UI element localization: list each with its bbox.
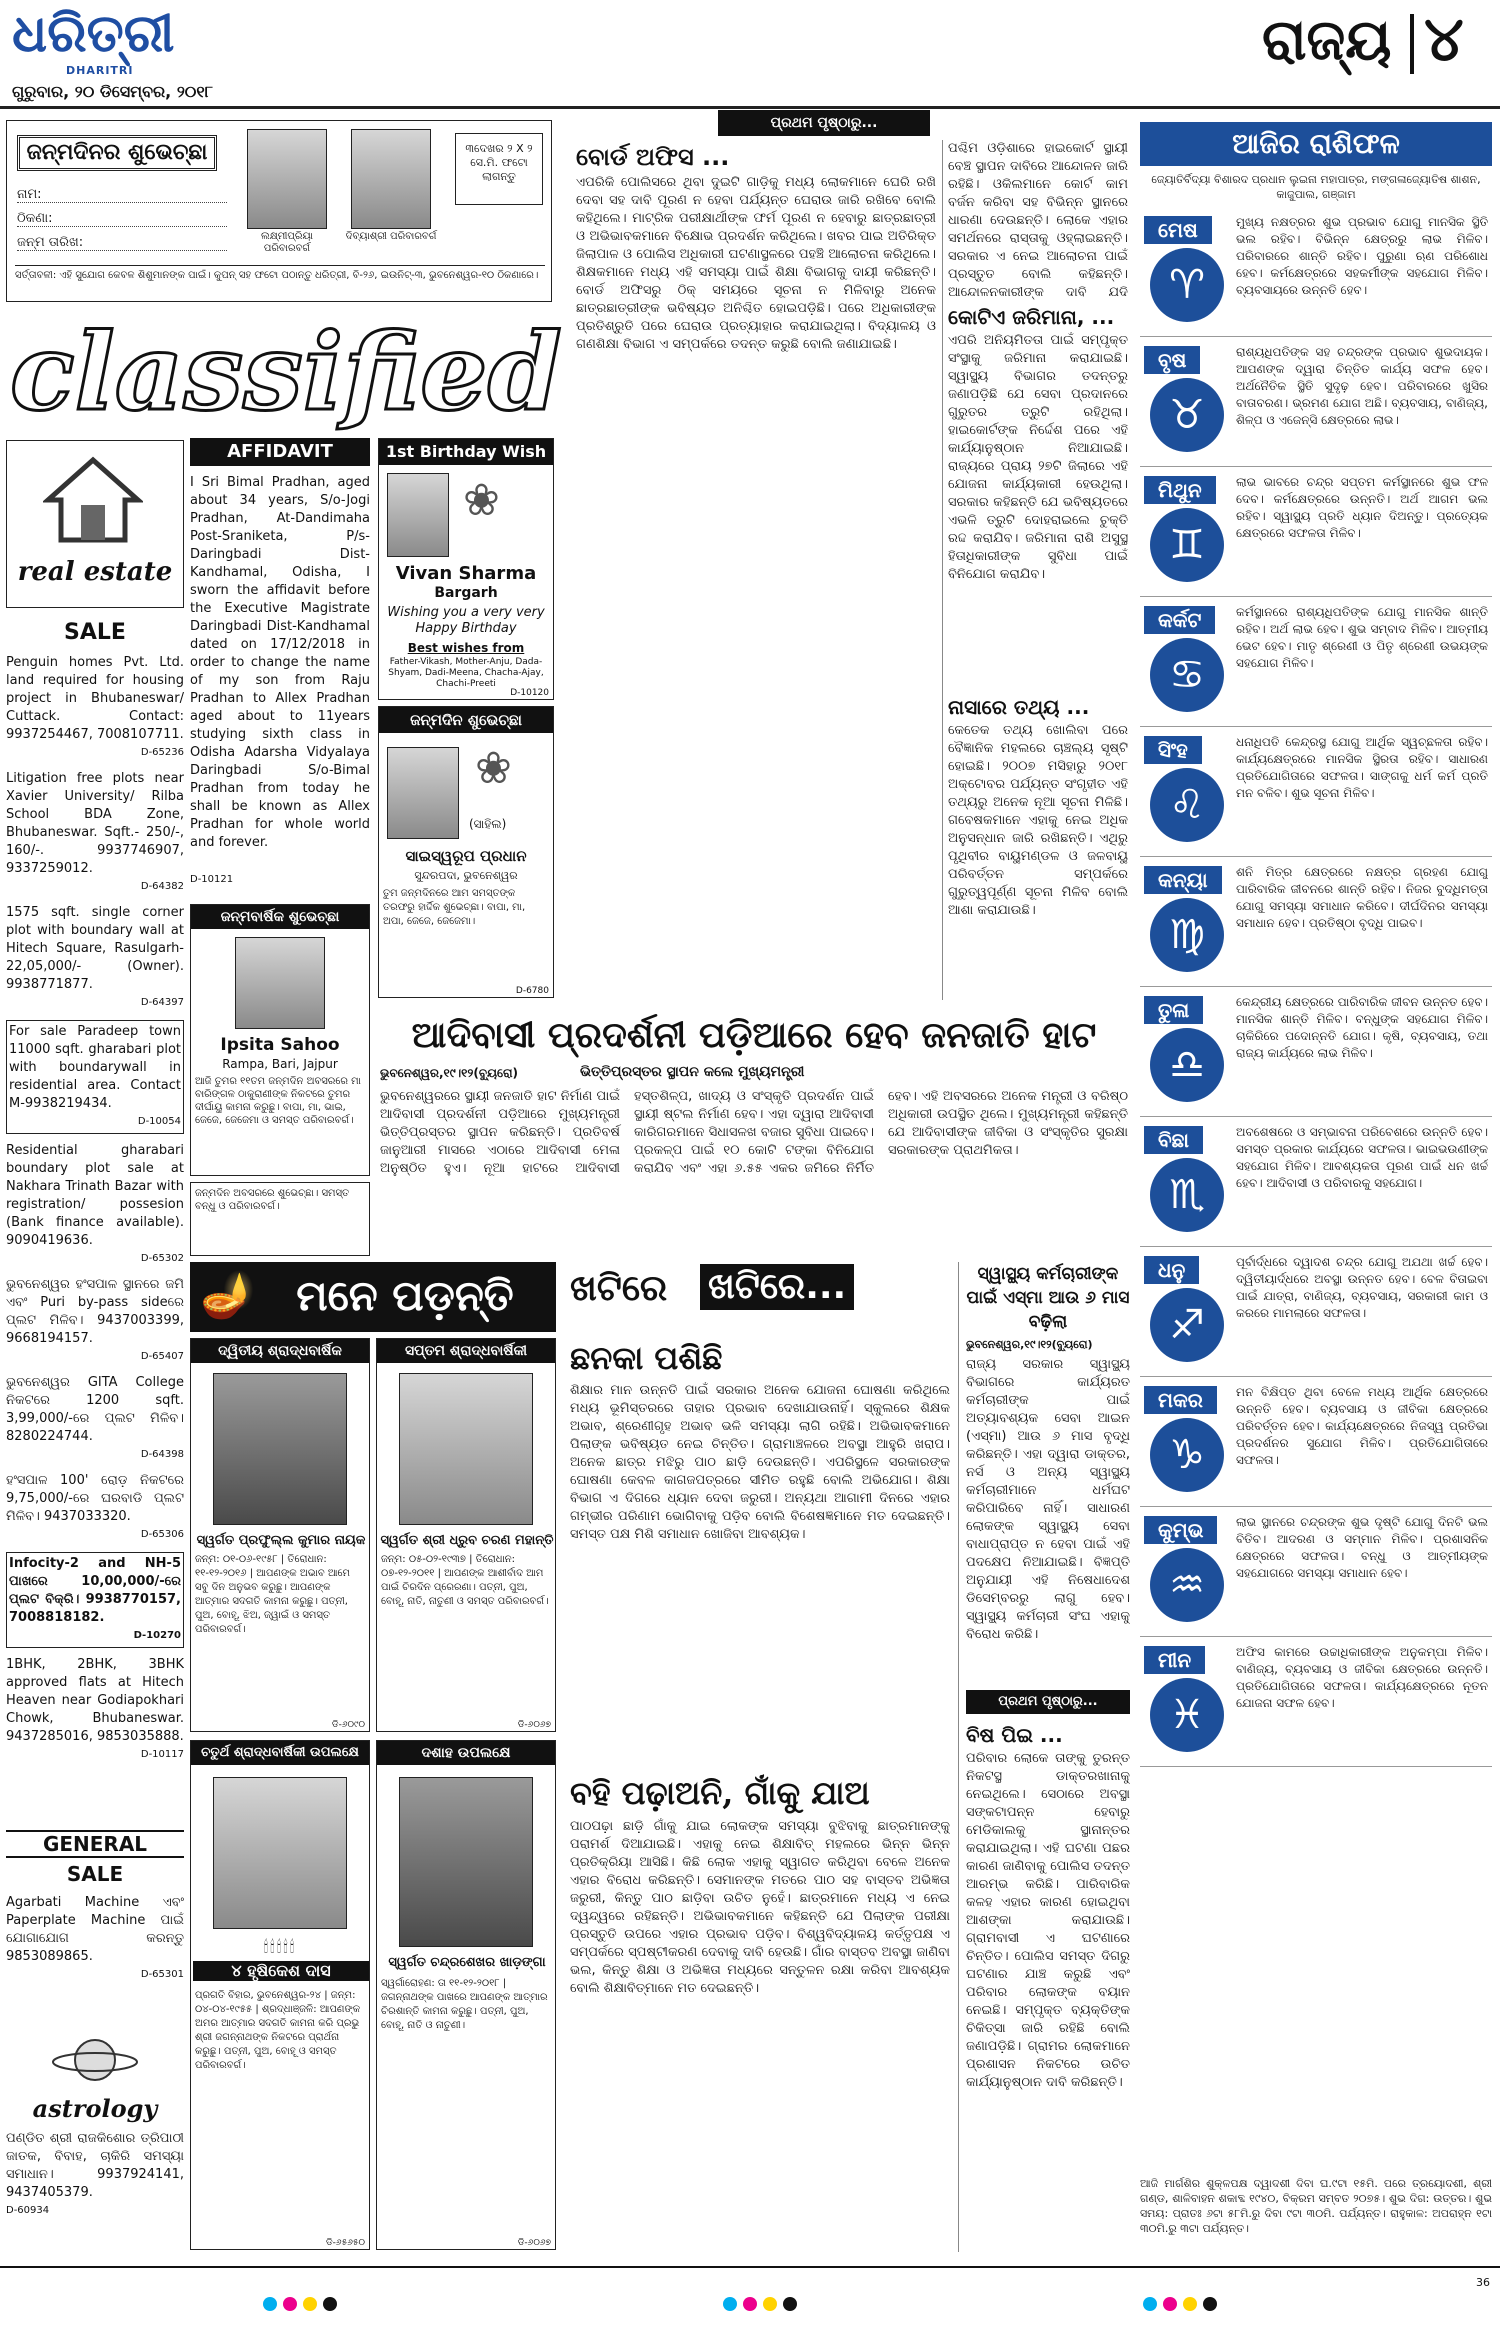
horoscope-sign-text: ଶନି ମିତ୍ର କ୍ଷେତ୍ରରେ ନକ୍ଷତ୍ର ଗ୍ରହଣ ଯୋଗୁ ପାରିବାରିକ ଜୀବନରେ ଶାନ୍ତି ରହିବ। ନିଜର ବୁଦ୍ଧିମତ୍ତା ଯୋଗୁ ସମସ୍ୟା ସମାଧାନ କରିବେ। ଦୀର୍ଘଦିନର ସମସ୍ୟା ସମାଧାନ ହେବ। ପ୍ରତିଷ୍ଠା ବୃଦ୍ଧି ପାଇବ। [1236, 865, 1488, 930]
horoscope-sign-text: ଧନାଧିପତି କେନ୍ଦ୍ରସ୍ଥ ଯୋଗୁ ଆର୍ଥିକ ସ୍ୱଚ୍ଛଳତା ରହିବ। କାର୍ଯ୍ୟକ୍ଷେତ୍ରରେ ମାନସିକ ସ୍ଥିରତା ରହିବ। ସାଧାରଣ ପ୍ରତିଯୋଗିତାରେ ସଫଳତା। ସାଙ୍ଗକୁ ଧର୍ମ କର୍ମ ପ୍ରତି ମନ ବଳିବ। ଶୁଭ ସୂଚନା ମିଳିବ। [1236, 735, 1488, 800]
virgo-icon: ♍ [1150, 898, 1224, 972]
classified-ad-code: D-65236 [140, 747, 184, 758]
khatire-banner [570, 1262, 950, 1324]
khatire-label: ଖଟିରେ [570, 1268, 668, 1309]
horoscope-entry [1140, 1250, 1492, 1377]
section-divider [1410, 14, 1414, 74]
masthead-rule [0, 106, 1500, 109]
form-field-address-label: ଠିକଣା: [17, 211, 53, 226]
color-registration-dot [1163, 2297, 1177, 2311]
horoscope-list [1140, 210, 1492, 1770]
story-nasa-title: ନାସାରେ ତଥ୍ୟ ... [948, 695, 1090, 719]
memorial-heading: ଦ୍ୱିତୀୟ ଶ୍ରାଦ୍ଧବାର୍ଷିକ [191, 1339, 369, 1363]
horoscope-entry [1140, 210, 1492, 337]
horoscope-entry [1140, 730, 1492, 857]
general-ad-text: Agarbati Machine ଏବଂ Paperplate Machine ପାଇଁ ଯୋଗାଯୋଗ କରନ୍ତୁ 9853089865. [6, 1895, 184, 1964]
memorial-photo [213, 1777, 347, 1929]
birthday-wish-code: D-6780 [515, 986, 549, 996]
memorial-card [376, 1338, 556, 1732]
memorial-heading: ଦଶାହ ଉପଲକ୍ଷେ [377, 1741, 555, 1765]
first-birthday-code: D-10120 [510, 688, 549, 698]
color-registration-dot [283, 2297, 297, 2311]
horoscope-entry [1140, 990, 1492, 1117]
memorial-name: ସ୍ୱର୍ଗତ ଚନ୍ଦ୍ରଶେଖର ଖାଡ଼ଙ୍ଗା [388, 1955, 546, 1970]
birthday-wish-nickname: (ସାହିଲ) [469, 817, 507, 831]
classified-ad-text: 1BHK, 2BHK, 3BHK approved flats at Hitech Heaven near Godiapokhari Chowk, Bhubaneswar. 9437285016, 9853035888. [6, 1657, 184, 1744]
birthday-wish-photo [387, 747, 459, 839]
masthead-logo: ଧରିତ୍ରୀ [12, 3, 175, 64]
horoscope-sign-name: ମୀନ [1144, 1646, 1205, 1674]
classified-ad-text: For sale Paradeep town 11000 sqft. gharabari plot with boundarywall in residential area. Contact M-9938219434. [9, 1024, 181, 1111]
horoscope-sign-name: ସିଂହ [1144, 736, 1202, 764]
affidavit-title: AFFIDAVIT [190, 438, 370, 466]
horoscope-sign-name: କର୍କଟ [1144, 606, 1215, 634]
memorial-text: ଜନ୍ମ: ୦୧-୦୬-୧୯୫୮ | ତିରୋଧାନ: ୧୧-୧୨-୨୦୧୬ | ଆପଣଙ୍କ ଅଭାବ ଆମେ ସବୁ ଦିନ ଅନୁଭବ କରୁଛୁ। ଆପଣଙ୍କ ଆତ୍ମାର ସଦଗତି କାମନା କରୁଛୁ। ପତ୍ନୀ, ପୁଅ, ବୋହୂ, ଝିଅ, ଜ୍ୱାଇଁ ଓ ସମସ୍ତ ପରିବାରବର୍ଗ। [195, 1554, 351, 1635]
classified-ad [6, 1020, 184, 1134]
classified-ad [6, 904, 184, 1012]
classified-ad [6, 1552, 184, 1648]
general-ad-code: D-65301 [140, 1969, 184, 1980]
classified-ad [6, 654, 184, 762]
masthead-logo-sub: DHARITRI [66, 64, 134, 77]
story-chhanka [570, 1334, 950, 1762]
front-page-label: ପ୍ରଥମ ପୃଷ୍ଠାରୁ... [718, 110, 930, 136]
story-bisha [966, 1720, 1130, 2250]
horoscope-entry [1140, 860, 1492, 987]
masthead [0, 0, 1500, 110]
scales-icon: ♎ [1150, 1028, 1224, 1102]
birthday-form [6, 120, 552, 302]
color-registration-dot [263, 2297, 277, 2311]
astrology-ad-text: ପଣ୍ଡିତ ଶ୍ରୀ ରାଜକିଶୋର ତ୍ରିପାଠୀ ଜାତକ, ବିବାହ, ଚାକିରି ସମସ୍ୟା ସମାଧାନ। 9937924141, 9437405379. [6, 2131, 184, 2200]
story-bahi-text: ପାଠପଢ଼ା ଛାଡ଼ି ଗାଁକୁ ଯାଇ ଲୋକଙ୍କ ସମସ୍ୟା ବୁଝିବାକୁ ଛାତ୍ରମାନଙ୍କୁ ପରାମର୍ଶ ଦିଆଯାଇଛି। ଏହାକୁ ନେଇ ଶିକ୍ଷାବିତ୍ ମହଲରେ ଭିନ୍ନ ଭିନ୍ନ ପ୍ରତିକ୍ରିୟା ଆସିଛି। କିଛି ଲୋକ ଏହାକୁ ସ୍ୱାଗତ କରିଥିବା ବେଳେ ଅନେକ ଏହାର ବିରୋଧ କରିଛନ୍ତି। ସେମାନଙ୍କ ମତରେ ପାଠ ସହ ବାସ୍ତବ ଅଭିଜ୍ଞତା ଜରୁରୀ, କିନ୍ତୁ ପାଠ ଛାଡ଼ିବା ଉଚିତ ନୁହେଁ। ଛାତ୍ରମାନେ ମଧ୍ୟ ଏ ନେଇ ଦ୍ୱନ୍ଦ୍ୱରେ ରହିଛନ୍ତି। ଅଭିଭାବକମାନେ କହିଛନ୍ତି ଯେ ପିଲାଙ୍କ ପରୀକ୍ଷା ପ୍ରସ୍ତୁତି ଉପରେ ଏହାର ପ୍ରଭାବ ପଡ଼ିବ। ବିଶ୍ୱବିଦ୍ୟାଳୟ କର୍ତ୍ତୃପକ୍ଷ ଏ ସମ୍ପର୍କରେ ସ୍ପଷ୍ଟୀକରଣ ଦେବାକୁ ଦାବି ହେଉଛି। ଗାଁର ବାସ୍ତବ ଅବସ୍ଥା ଜାଣିବା ଭଲ, କିନ୍ତୁ ଶିକ୍ଷା ଓ ଅଭିଜ୍ଞତା ମଧ୍ୟରେ ସନ୍ତୁଳନ ରକ୍ଷା କରିବା ଆବଶ୍ୟକ ବୋଲି ଶିକ୍ଷାବିତ୍ମାନେ ମତ ଦେଇଛନ୍ତି। [570, 1819, 950, 1996]
astrology-ad-code: D-60934 [6, 2205, 50, 2216]
classified-ad-text: Residential gharabari boundary plot sale at Nakhara Trinath Bazar with registration/ possesion (Bank finance available). 9090419636. [6, 1143, 184, 1248]
form-photo-size-box: ୩ଦେଖର ୨ X ୨ ସେ.ମି. ଫଟୋ ଲାଗନ୍ତୁ [455, 133, 543, 205]
classified-ad-code: D-10270 [133, 1630, 181, 1641]
memorial-card [190, 1338, 370, 1732]
horoscope-sign-text: ଅଫିସ କାମରେ ଉଚ୍ଚାଧିକାରୀଙ୍କ ଅନୁକମ୍ପା ମିଳିବ। ବାଣିଜ୍ୟ, ବ୍ୟବସାୟ ଓ ଜୀବିକା କ୍ଷେତ୍ରରେ ଉନ୍ନତି। ପ୍ରତିଯୋଗିତାରେ ସଫଳତା। କାର୍ଯ୍ୟକ୍ଷେତ୍ରରେ ନୂତନ ଯୋଜନା ସଫଳ ହେବ। [1236, 1645, 1488, 1710]
memorial-text: ଜନ୍ମ: ୦୫-୦୨-୧୯୩୭ | ତିରୋଧାନ: ୦୭-୧୨-୨୦୧୧ | ଆପଣଙ୍କ ଆଶୀର୍ବାଦ ଆମ ପାଇଁ ଚିରଦିନ ପ୍ରେରଣା। ପତ୍ନୀ, ପୁଅ, ବୋହୂ, ନାତି, ନାତୁଣୀ ଓ ସମସ୍ତ ପରିବାରବର୍ଗ। [381, 1554, 549, 1607]
flower-decoration-icon: ❀ [475, 743, 512, 794]
story-board-office-title: ବୋର୍ଡ ଅଫିସ ... [576, 143, 730, 171]
birthday-form-title: ଜନ୍ମଦିନର ଶୁଭେଚ୍ଛା [17, 135, 217, 171]
classified-ad [6, 1656, 184, 1764]
horoscope-entry [1140, 340, 1492, 467]
horoscope-entry [1140, 1120, 1492, 1247]
memorial-name: ସ୍ୱର୍ଗତ ପ୍ରଫୁଲ୍ଲ କୁମାର ନାୟକ [196, 1533, 366, 1548]
color-registration-dot [1203, 2297, 1217, 2311]
story-tribal-fair-text: ଭୁବନେଶ୍ୱରରେ ସ୍ଥାୟୀ ଜନଜାତି ହାଟ ନିର୍ମାଣ ପାଇଁ ଆଦିବାସୀ ପ୍ରଦର୍ଶନୀ ପଡ଼ିଆରେ ମୁଖ୍ୟମନ୍ତ୍ରୀ ଭିତ୍ତିପ୍ରସ୍ତର ସ୍ଥାପନ କରିଛନ୍ତି। ପ୍ରତିବର୍ଷ ଜାନୁଆରୀ ମାସରେ ଏଠାରେ ଆଦିବାସୀ ମେଳା ଅନୁଷ୍ଠିତ ହୁଏ। ନୂଆ ହାଟରେ ଆଦିବାସୀ ହସ୍ତଶିଳ୍ପ, ଖାଦ୍ୟ ଓ ସଂସ୍କୃତି ପ୍ରଦର୍ଶନ ପାଇଁ ସ୍ଥାୟୀ ଷ୍ଟଲ ନିର୍ମାଣ ହେବ। ଏହା ଦ୍ୱାରା ଆଦିବାସୀ କାରିଗରମାନେ ସିଧାସଳଖ ବଜାର ସୁବିଧା ପାଇବେ। ପ୍ରକଳ୍ପ ପାଇଁ ୧୦ କୋଟି ଟଙ୍କା ବିନିଯୋଗ କରାଯିବ ଏବଂ ଏହା ୬.୫୫ ଏକର ଜମିରେ ନିର୍ମିତ ହେବ। ଏହି ଅବସରରେ ଅନେକ ମନ୍ତ୍ରୀ ଓ ବରିଷ୍ଠ ଅଧିକାରୀ ଉପସ୍ଥିତ ଥିଲେ। ମୁଖ୍ୟମନ୍ତ୍ରୀ କହିଛନ୍ତି ଯେ ଆଦିବାସୀଙ୍କ ଜୀବିକା ଓ ସଂସ୍କୃତିର ସୁରକ୍ଷା ସରକାରଙ୍କ ପ୍ରାଥମିକତା। [380, 1089, 1128, 1176]
form-field-dob [17, 235, 227, 251]
horoscope-sign-name: ମିଥୁନ [1144, 476, 1216, 504]
birthday-wish [378, 706, 554, 998]
story-health-workers-dateline: ଭୁବନେଶ୍ୱର,୧୯।୧୨(ବ୍ୟୁରୋ) [966, 1338, 1093, 1351]
classified-ad-code: D-64382 [140, 881, 184, 892]
form-field-name [17, 187, 227, 203]
memorial-heading: ଚତୁର୍ଥ ଶ୍ରାଦ୍ଧବାର୍ଷିକୀ ଉପଲକ୍ଷେ [191, 1741, 369, 1765]
first-birthday-photo [387, 473, 449, 557]
color-registration-dot [323, 2297, 337, 2311]
memorial-card [376, 1740, 556, 2250]
horoscope-entry [1140, 1380, 1492, 1507]
first-birthday-wish-text: Wishing you a very very Happy Birthday [387, 605, 545, 636]
horoscope-entry [1140, 1640, 1492, 1767]
story-tribal-fair-kicker: ଭିତ୍ତିପ୍ରସ୍ତର ସ୍ଥାପନ କଲେ ମୁଖ୍ୟମନ୍ତ୍ରୀ [580, 1064, 805, 1080]
classified-ad [6, 1374, 184, 1464]
first-birthday-from: Father-Vikash, Mother-Anju, Dada-Shyam, Dadi-Meena, Chacha-Ajay, Chachi-Preeti [388, 657, 544, 689]
memorial-photo [213, 1373, 347, 1525]
story-health-workers-text: ରାଜ୍ୟ ସରକାର ସ୍ୱାସ୍ଥ୍ୟ ବିଭାଗରେ କାର୍ଯ୍ୟରତ କର୍ମଚାରୀଙ୍କ ପାଇଁ ଅତ୍ୟାବଶ୍ୟକ ସେବା ଆଇନ (ଏସ୍ମା) ଆଉ ୬ ମାସ ବୃଦ୍ଧି କରିଛନ୍ତି। ଏହା ଦ୍ୱାରା ଡାକ୍ତର, ନର୍ସ ଓ ଅନ୍ୟ ସ୍ୱାସ୍ଥ୍ୟ କର୍ମଚାରୀମାନେ ଧର୍ମଘଟ କରିପାରିବେ ନାହିଁ। ସାଧାରଣ ଲୋକଙ୍କ ସ୍ୱାସ୍ଥ୍ୟ ସେବା ବାଧାପ୍ରାପ୍ତ ନ ହେବା ପାଇଁ ଏହି ପଦକ୍ଷେପ ନିଆଯାଇଛି। ବିଜ୍ଞପ୍ତି ଅନୁଯାୟୀ ଏହି ନିଷେଧାଦେଶ ଡିସେମ୍ବରରୁ ଲାଗୁ ହେବ। ସ୍ୱାସ୍ଥ୍ୟ କର୍ମଚାରୀ ସଂଘ ଏହାକୁ ବିରୋଧ କରିଛି। [966, 1357, 1130, 1642]
horoscope-sign-text: ମନ ବିକ୍ଷିପ୍ତ ଥିବା ବେଳେ ମଧ୍ୟ ଆର୍ଥିକ କ୍ଷେତ୍ରରେ ଉନ୍ନତି ହେବ। ବ୍ୟବସାୟ ଓ ଜୀବିକା କ୍ଷେତ୍ରରେ ପରିବର୍ତ୍ତନ ହେବ। କାର୍ଯ୍ୟକ୍ଷେତ୍ରରେ ନିଜସ୍ୱ ପ୍ରତିଭା ପ୍ରଦର୍ଶନର ସୁଯୋଗ ମିଳିବ। ପ୍ରତିଯୋଗିତାରେ ସଫଳତା। [1236, 1385, 1488, 1467]
color-registration-dot [743, 2297, 757, 2311]
anniversary-photo [235, 937, 325, 1029]
horoscope-sign-text: କର୍ମସ୍ଥାନରେ ରାଶ୍ୟଧିପତିଙ୍କ ଯୋଗୁ ମାନସିକ ଶାନ୍ତି ରହିବ। ଅର୍ଥ ଲାଭ ହେବ। ଶୁଭ ସମ୍ବାଦ ମିଳିବ। ଆତ୍ମୀୟ ଭେଟ ହେବ। ମାତୃ ଶ୍ରେଣୀ ଓ ପିତୃ ଶ୍ରେଣୀ ଉଭୟଙ୍କ ସହଯୋଗ ମିଳିବ। [1236, 605, 1488, 670]
form-terms: ସର୍ତ୍ତାବଳୀ: ଏହି ସୁଯୋଗ କେବଳ ଶିଶୁମାନଙ୍କ ପାଇଁ। କୁପନ୍ ସହ ଫଟୋ ପଠାନ୍ତୁ ଧରିତ୍ରୀ, ବି-୨୬, ଇଉନିଟ୍-୩, ଭୁବନେଶ୍ୱର-୧୦ ଠିକଣାରେ। [15, 265, 545, 282]
twins-icon: ♊ [1150, 508, 1224, 582]
classified-ad [6, 1472, 184, 1544]
memorial-text: ପ୍ରଗତି ବିହାର, ଭୁବନେଶ୍ୱର-୨୪ | ଜନ୍ମ: ୦୪-୦୪-୧୯୫୫ | ଶ୍ରଦ୍ଧାଞ୍ଜଳି: ଆପଣଙ୍କ ଅମର ଆତ୍ମାର ସଦଗତି କାମନା କରି ପ୍ରଭୁ ଶ୍ରୀ ଜଗନ୍ନାଥଙ୍କ ନିକଟରେ ପ୍ରାର୍ଥନା କରୁଛୁ। ପତ୍ନୀ, ପୁଅ, ବୋହୂ ଓ ସମସ୍ତ ପରିବାରବର୍ଗ। [195, 1990, 361, 2071]
story-board-office-text: ଏପରିକି ପୋଲିସରେ ଥିବା ଦୁଇଟି ଗାଡ଼ିକୁ ମଧ୍ୟ ଲୋକମାନେ ଘେରି ରଖି ଦେବା ସହ ଦାବି ପୂରଣ ନ ହେବା ପର୍ଯ୍ୟନ୍ତ ଘେରାଉ ଜାରି ରଖିବେ ବୋଲି କହିଥିଲେ। ମାଟ୍ରିକ ପରୀକ୍ଷାର୍ଥୀଙ୍କ ଫର୍ମ ପୂରଣ ନ ହେବାରୁ ଛାତ୍ରଛାତ୍ରୀ ଓ ଅଭିଭାବକମାନେ ବିକ୍ଷୋଭ ପ୍ରଦର୍ଶନ କରିଥିଲେ। ଖବର ପାଇ ଅତିରିକ୍ତ ଜିଲାପାଳ ଓ ପୋଲିସ ଅଧିକାରୀ ଘଟଣାସ୍ଥଳରେ ପହଞ୍ଚି ଆଲୋଚନା କରିଥିଲେ। ଶିକ୍ଷକମାନେ ମଧ୍ୟ ଏହି ସମସ୍ୟା ପାଇଁ ଶିକ୍ଷା ବିଭାଗକୁ ଦାୟୀ କରିଛନ୍ତି। ବୋର୍ଡ ଅଫିସରୁ ଠିକ୍ ସମୟରେ ସୂଚନା ନ ମିଳିବାରୁ ଅନେକ ଛାତ୍ରଛାତ୍ରୀଙ୍କ ଭବିଷ୍ୟତ ଅନିଶ୍ଚିତ ହୋଇପଡ଼ିଛି। ପରେ ଅଧିକାରୀଙ୍କ ପ୍ରତିଶ୍ରୁତି ପରେ ଘେରାଉ ପ୍ରତ୍ୟାହାର କରାଯାଇଥିଲା। ବିଦ୍ୟାଳୟ ଓ ଗଣଶିକ୍ଷା ବିଭାଗ ଏ ସମ୍ପର୍କରେ ତଦନ୍ତ କରୁଛି ବୋଲି ଜଣାଯାଇଛି। [576, 175, 936, 352]
planet-icon [50, 2030, 140, 2090]
classified-ad-code: D-64397 [140, 997, 184, 1008]
birthday-wish-place: ସୁନ୍ଦରପଦା, ଭୁବନେଶ୍ୱର [414, 869, 518, 882]
anniversary-title: ଜନ୍ମବାର୍ଷିକ ଶୁଭେଚ୍ଛା [191, 905, 369, 929]
column-rule [958, 1262, 959, 2252]
affidavit [190, 438, 370, 896]
classified-ad [6, 1142, 184, 1268]
masthead-date: ଗୁରୁବାର, ୨୦ ଡିସେମ୍ବର, ୨୦୧୮ [12, 82, 214, 101]
color-registration-dot [1183, 2297, 1197, 2311]
color-registration-marks-2 [720, 2296, 800, 2315]
classified-ad-text: ଭୁବନେଶ୍ୱର GITA College ନିକଟରେ 1200 sqft. 3,99,000/-ରେ ପ୍ଲଟ ମିଳିବ। 8280224744. [6, 1375, 184, 1444]
memorial-heading: ସପ୍ତମ ଶ୍ରାଦ୍ଧବାର୍ଷିକୀ [377, 1339, 555, 1363]
story-tribal-fair [380, 1008, 1128, 1256]
flower-decoration-icon: ❀ [463, 475, 500, 526]
house-icon [43, 455, 143, 545]
lion-icon: ♌ [1150, 768, 1224, 842]
horoscope-sign-name: ବିଛା [1144, 1126, 1203, 1154]
story-bahi [570, 1768, 950, 2252]
classified-title: classified [10, 309, 562, 434]
story-nasa-text: କେତେକ ତଥ୍ୟ ଖୋଲିବା ପରେ ବୈଜ୍ଞାନିକ ମହଲରେ ଚାଞ୍ଚଲ୍ୟ ସୃଷ୍ଟି ହୋଇଛି। ୨୦୦୭ ମସିହାରୁ ୨୦୧୮ ଅକ୍ଟୋବର ପର୍ଯ୍ୟନ୍ତ ସଂଗୃହୀତ ଏହି ତଥ୍ୟରୁ ଅନେକ ନୂଆ ସୂଚନା ମିଳିଛି। ଗବେଷକମାନେ ଏହାକୁ ନେଇ ଅଧିକ ଅନୁସନ୍ଧାନ ଜାରି ରଖିଛନ୍ତି। ଏଥିରୁ ପୃଥିବୀର ବାୟୁମଣ୍ଡଳ ଓ ଜଳବାୟୁ ପରିବର୍ତ୍ତନ ସମ୍ପର୍କରେ ଗୁରୁତ୍ୱପୂର୍ଣ୍ଣ ସୂଚନା ମିଳିବ ବୋଲି ଆଶା କରାଯାଉଛି। [948, 723, 1128, 918]
astrology-label: astrology [32, 2094, 158, 2123]
horoscope-sign-name: ତୁଳା [1144, 996, 1203, 1024]
horoscope-sign-name: ମକର [1144, 1386, 1217, 1414]
anniversary-small-ad [190, 1182, 370, 1256]
form-sample-photo-2 [351, 129, 431, 229]
general-sale-heading: SALE [66, 1862, 124, 1886]
footer-bar [0, 2266, 1500, 2334]
memorial-code: ଡି-୬୦୯୦ [331, 1720, 365, 1730]
horoscope-sign-name: ମେଷ [1144, 216, 1212, 244]
form-sample-photo-1 [247, 129, 327, 229]
fish-icon: ♓ [1150, 1678, 1224, 1752]
first-birthday-title: 1st Birthday Wish [379, 439, 553, 465]
horoscope-byline: ଜ୍ୟୋତିର୍ବିଦ୍ୟା ବିଶାରଦ ପ୍ରଧାନ ଲୁଇନା ମହାପାତ୍ର, ମଙ୍ଗଳାଜ୍ୟୋତିଷ ଶାଶନ, କାଜୁପାଲ, ଗଞ୍ଜାମ [1151, 173, 1481, 201]
memorial-photo [399, 1373, 533, 1525]
birthday-wish-text: ତୁମ ଜନ୍ମଦିନରେ ଆମ ସମସ୍ତଙ୍କ ତରଫରୁ ହାର୍ଦ୍ଦିକ ଶୁଭେଚ୍ଛା। ବାପା, ମା, ଅପା, ଜେଜେ, ଜେଜେମା। [383, 888, 526, 927]
horoscope-entry [1140, 600, 1492, 727]
anniversary-name: Ipsita Sahoo [220, 1035, 340, 1055]
anniversary-text: ଆଜି ତୁମର ୧୧ତମ ଜନ୍ମଦିନ ଅବସରରେ ମା ବାରିଙ୍ଗଳ ଠାକୁରାଣୀଙ୍କ ନିକଟରେ ତୁମର ଦୀର୍ଘାୟୁ କାମନା କରୁଛୁ। ବାପା, ମା, ଭାଇ, ଜେଜେ, ଜେଜେମା ଓ ସମସ୍ତ ପରିବାରବର୍ଗ। [195, 1076, 361, 1126]
color-registration-marks-3 [1140, 2296, 1220, 2315]
story-health-workers [966, 1262, 1130, 1682]
memorial-photo [399, 1777, 533, 1947]
color-registration-marks [260, 2296, 340, 2315]
affidavit-code: D-10121 [190, 874, 234, 885]
classified-ad-text: Litigation free plots near Xavier University/ Rilba School BDA Zone, Bhubaneswar. Sqft.- 250/-, 160/-. 9937746907, 9337259012. [6, 771, 184, 876]
bull-icon: ♉ [1150, 378, 1224, 452]
form-field-address [17, 211, 227, 227]
classified-ad-text: ହଂସପାଳ 100' ରୋଡ଼ ନିକଟରେ 9,75,000/-ରେ ଘରବାଡି ପ୍ଲଟ ମିଳିବ। 9437033320. [6, 1473, 184, 1524]
lamp-icon: 🪔 [200, 1270, 255, 1321]
page-number: ୪ [1424, 2, 1464, 75]
horoscope-title: ଆଜିର ରାଶିଫଳ [1232, 127, 1400, 160]
column-rule [942, 140, 943, 1000]
memorial-name: ୪ ହୃଷିକେଶ ଦାସ [193, 1961, 369, 1981]
horoscope-sign-text: କେନ୍ଦ୍ରୀୟ କ୍ଷେତ୍ରରେ ପାରିବାରିକ ଜୀବନ ଉନ୍ନତ ହେବ। ମାନସିକ ଶାନ୍ତି ମିଳିବ। ବନ୍ଧୁଙ୍କ ସହଯୋଗ ମିଳିବ। ଚାକିରିରେ ପଦୋନ୍ନତି ଯୋଗ। କୃଷି, ବ୍ୟବସାୟ, ତଥା ରାଜ୍ୟ କାର୍ଯ୍ୟରେ ଲାଭ ମିଳିବ। [1236, 995, 1488, 1060]
horoscope-sign-text: ଲାଭ ଭାବରେ ଚନ୍ଦ୍ର ସପ୍ତମ କର୍ମସ୍ଥାନରେ ଶୁଭ ଫଳ ଦେବ। କର୍ମକ୍ଷେତ୍ରରେ ଉନ୍ନତି। ଅର୍ଥ ଆଗମ ଭଲ ରହିବ। ସ୍ୱାସ୍ଥ୍ୟ ପ୍ରତି ଧ୍ୟାନ ଦିଅନ୍ତୁ। ପ୍ରତ୍ୟେକ କ୍ଷେତ୍ରରେ ସଫଳତା ମିଳିବ। [1236, 475, 1488, 540]
story-bisha-title: ବିଷ ପିଇ ... [966, 1723, 1063, 1747]
astrology-ad [6, 2130, 184, 2260]
candle-row-icon: 🕯🕯🕯🕯🕯 [263, 1937, 297, 1956]
classified-ad-code: D-10054 [137, 1116, 181, 1127]
sale-ads-list [6, 654, 184, 1819]
first-birthday-place: Bargarh [434, 585, 498, 601]
horoscope-entry [1140, 1510, 1492, 1637]
form-photo-caption-2: ଦିବ୍ୟାଶ୍ରୀ ପରିବାରବର୍ଗ [345, 231, 437, 242]
memorial-name: ସ୍ୱର୍ଗତ ଶ୍ରୀ ଧ୍ରୁବ ଚରଣ ମହାନ୍ତି [380, 1533, 554, 1548]
memorial-code: ଡି-୬୦୬୭ [517, 1720, 551, 1730]
horoscope-sign-name: ଧନୁ [1144, 1256, 1199, 1284]
classified-ad-code: D-65302 [140, 1253, 184, 1264]
classified-ad-code: D-64398 [140, 1449, 184, 1460]
memorial-card [190, 1740, 370, 2250]
sale-heading: SALE [64, 620, 126, 645]
form-field-dob-label: ଜନ୍ମ ତାରିଖ: [17, 235, 84, 250]
story-nasa [948, 692, 1128, 1000]
footer-page-ref: 36 [1476, 2276, 1490, 2289]
classified-ad-code: D-10117 [140, 1749, 184, 1760]
general-heading: GENERAL [6, 1830, 184, 1858]
front-page-label-2: ପ୍ରଥମ ପୃଷ୍ଠାରୁ... [966, 1690, 1130, 1714]
crab-icon: ♋ [1150, 638, 1224, 712]
horoscope-entry [1140, 470, 1492, 597]
color-registration-dot [723, 2297, 737, 2311]
classified-ad-text: Penguin homes Pvt. Ltd. land required for housing project in Bhubaneswar/ Cuttack. Contact: 9937254467, 7008107711. [6, 655, 184, 742]
classified-ad-text: Infocity-2 and NH-5 ପାଖରେ 10,00,000/-ରେ ପ୍ଲଟ ବିକ୍ରି। 9938770157, 7008818182. [9, 1556, 181, 1625]
color-registration-dot [303, 2297, 317, 2311]
memorial-text: ସ୍ୱର୍ଗାରୋହଣ: ତା ୧୧-୧୨-୨୦୧୮ | ଜଗନ୍ନାଥଙ୍କ ପାଖରେ ଆପଣଙ୍କ ଆତ୍ମାର ଚିରଶାନ୍ତି କାମନା କରୁଛୁ। ପତ୍ନୀ, ପୁଅ, ବୋହୂ, ନାତି ଓ ନାତୁଣୀ। [381, 1978, 548, 2031]
birthday-wish-name: ସାଇସ୍ୱରୂପ ପ୍ରଧାନ [405, 847, 527, 865]
story-continuation-text: ପଶ୍ଚିମ ଓଡ଼ିଶାରେ ହାଇକୋର୍ଟ ସ୍ଥାୟୀ ବେଞ୍ଚ ସ୍ଥାପନ ଦାବିରେ ଆନ୍ଦୋଳନ ଜାରି ରହିଛି। ଓକିଲମାନେ କୋର୍ଟ କାମ ବର୍ଜନ କରିବା ସହ ବିଭିନ୍ନ ସ୍ଥାନରେ ଧାରଣା ଦେଉଛନ୍ତି। ଲୋକେ ଏହାର ସମର୍ଥନରେ ରାସ୍ତାକୁ ଓହ୍ଲାଇଛନ୍ତି। ସରକାର ଏ ନେଇ ଆଲୋଚନା ପାଇଁ ପ୍ରସ୍ତୁତ ବୋଲି କହିଛନ୍ତି। ଆନ୍ଦୋଳନକାରୀଙ୍କ ଦାବି ଯଦି [948, 141, 1128, 300]
general-ad [6, 1894, 184, 2014]
khatire-label-boxed: ଖଟିରେ... [700, 1264, 854, 1310]
mane-padanti-banner [190, 1262, 556, 1332]
horoscope-sign-text: ରାଶ୍ୟଧିପତିଙ୍କ ସହ ଚନ୍ଦ୍ରଙ୍କ ପ୍ରଭାବ ଶୁଭଦାୟକ। ଆପଣଙ୍କ ଦ୍ୱାରା ଚିନ୍ତିତ କାର୍ଯ୍ୟ ସଫଳ ହେବ। ଅର୍ଥନୈତିକ ସ୍ଥିତି ସୁଦୃଢ଼ ହେବ। ପରିବାରରେ ଖୁସିର ବାତାବରଣ। ଭ୍ରମଣ ଯୋଗ ଅଛି। ବ୍ୟବସାୟ, ବାଣିଜ୍ୟ, ଶିଳ୍ପ ଓ ଏଜେନ୍ସି କ୍ଷେତ୍ରରେ ଲାଭ। [1236, 345, 1488, 427]
story-board-office [576, 140, 936, 1000]
birthday-wish-title: ଜନ୍ମଦିନ ଶୁଭେଚ୍ଛା [379, 707, 553, 733]
anniversary-small-text: ଜନ୍ମଦିନ ଅବସରରେ ଶୁଭେଚ୍ଛା। ସମସ୍ତ ବନ୍ଧୁ ଓ ପରିବାରବର୍ଗ। [195, 1188, 350, 1212]
horoscope-sign-name: କୁମ୍ଭ [1144, 1516, 1217, 1544]
story-chhanka-text: ଶିକ୍ଷାର ମାନ ଉନ୍ନତି ପାଇଁ ସରକାର ଅନେକ ଯୋଜନା ଘୋଷଣା କରିଥିଲେ ମଧ୍ୟ ଭୂମିସ୍ତରରେ ତାହାର ପ୍ରଭାବ ଦେଖାଯାଉନାହିଁ। ସ୍କୁଲରେ ଶିକ୍ଷକ ଅଭାବ, ଶ୍ରେଣୀଗୃହ ଅଭାବ ଭଳି ସମସ୍ୟା ଲାଗି ରହିଛି। ଅଭିଭାବକମାନେ ପିଲାଙ୍କ ଭବିଷ୍ୟତ ନେଇ ଚିନ୍ତିତ। ଗ୍ରାମାଞ୍ଚଳରେ ଅବସ୍ଥା ଆହୁରି ଖରାପ। ଅନେକ ଛାତ୍ର ମଝିରୁ ପାଠ ଛାଡ଼ି ଦେଉଛନ୍ତି। ଏପରିସ୍ଥଳେ ସରକାରଙ୍କ ଘୋଷଣା କେବଳ କାଗଜପତ୍ରରେ ସୀମିତ ରହୁଛି ବୋଲି ଅଭିଯୋଗ। ଶିକ୍ଷା ବିଭାଗ ଏ ଦିଗରେ ଧ୍ୟାନ ଦେବା ଜରୁରୀ। ଅନ୍ୟଥା ଆଗାମୀ ଦିନରେ ଏହାର ଗମ୍ଭୀର ପରିଣାମ ଭୋଗିବାକୁ ପଡ଼ିବ ବୋଲି ବିଶେଷଜ୍ଞମାନେ ମତ ଦେଇଛନ୍ତି। ସମସ୍ତ ପକ୍ଷ ମିଶି ସମାଧାନ ଖୋଜିବା ଆବଶ୍ୟକ। [570, 1383, 950, 1542]
real-estate-label: real estate [17, 557, 173, 587]
anniversary-place: Rampa, Bari, Jajpur [222, 1057, 338, 1071]
horoscope-sign-name: କନ୍ୟା [1144, 866, 1222, 894]
affidavit-text: I Sri Bimal Pradhan, aged about 34 years, S/o-Jogi Pradhan, At-Dandimaha Post-Sraniketa, P/s-Daringbadi Dist-Kandhamal, Odisha, I sworn the affidavit before the Executive Magistrate Daringbadi Dist-Kandhamal dated on 17/12/2018 in order to change the name of my son from Raju Pradhan to Allex Pradhan aged about to 11years studying sixth class in Odisha Adarsha Vidyalaya Daringbadi S/o-Bimal Pradhan from today he shall be known as Allex Pradhan for whole world and forever. [190, 475, 370, 850]
memorial-code: ଡି-୬୦୬୭ [517, 2238, 551, 2248]
first-birthday-wish [378, 438, 554, 700]
horoscope-header [1140, 122, 1492, 166]
classified-ad-text: 1575 sqft. single corner plot with boundary wall at Hitech Square, Rasulgarh- 22,05,000/- (Owner). 9938771877. [6, 905, 184, 992]
classified-ad-text: ଭୁବନେଶ୍ୱର ହଂସପାଳ ସ୍ଥାନରେ ଜମି ଏବଂ Puri by-pass sideରେ ପ୍ଲଟ ମିଳିବ। 9437003399, 9668194157. [6, 1277, 184, 1346]
mane-padanti-title: ମନେ ପଡ଼ନ୍ତି [296, 1271, 514, 1320]
water-bearer-icon: ♒ [1150, 1548, 1224, 1622]
color-registration-dot [1143, 2297, 1157, 2311]
story-tribal-fair-title: ଆଦିବାସୀ ପ୍ରଦର୍ଶନୀ ପଡ଼ିଆରେ ହେବ ଜନଜାତି ହାଟ [411, 1014, 1097, 1056]
classified-ad-code: D-65306 [140, 1529, 184, 1540]
memorial-code: ଡି-୬୫୬୫୦ [326, 2238, 365, 2248]
horoscope-sign-text: ପୂର୍ବାର୍ଦ୍ଧରେ ଦ୍ୱାଦଶ ଚନ୍ଦ୍ର ଯୋଗୁ ଅଯଥା ଖର୍ଚ୍ଚ ହେବ। ଦ୍ୱିତୀୟାର୍ଦ୍ଧରେ ଅବସ୍ଥା ଉନ୍ନତ ହେବ। ବେଳ ବିତାଇବା ପାଇଁ ଯାତ୍ରା, ବାଣିଜ୍ୟ, ବ୍ୟବସାୟ, ସରକାରୀ କାମ ଓ କରରେ ମାମଲାରେ ସଫଳତା। [1236, 1255, 1488, 1320]
footer-rule [0, 2266, 1500, 2268]
story-health-workers-title: ସ୍ୱାସ୍ଥ୍ୟ କର୍ମଚାରୀଙ୍କ ପାଇଁ ଏସ୍ମା ଆଉ ୬ ମାସ ବଢ଼ିଲା [966, 1264, 1130, 1332]
horoscope-panjika: ଆଜି ମାର୍ଗଶିର ଶୁକ୍ଳପକ୍ଷ ଦ୍ୱାଦଶୀ ଦିବା ଘ.୯ଟା ୧୫ମି. ପରେ ତ୍ରୟୋଦଶୀ, ଶ୍ରୀ ଗଣ୍ଡ, ଶାଳିବାହନ ଶକାବ୍ଦ ୧୯୪୦, ବିକ୍ରମ ସମ୍ବତ ୨୦୭୫। ଶୁଭ ଦିଗ: ଉତ୍ତର। ଶୁଭ ସମୟ: ପ୍ରାତଃ ୬ଟା ୫୮ମି.ରୁ ଦିବା ୯ଟା ୩୦ମି. ପର୍ଯ୍ୟନ୍ତ। ରାହୁକାଳ: ଅପରାହ୍ନ ୧ଟା ୩୦ମି.ରୁ ୩ଟା ପର୍ଯ୍ୟନ୍ତ। [1140, 2177, 1492, 2235]
scorpion-icon: ♏ [1150, 1158, 1224, 1232]
first-birthday-from-label: Best wishes from [407, 641, 525, 655]
story-penalty-title: କୋଟିଏ ଜରିମାନା, ... [948, 305, 1115, 329]
archer-icon: ♐ [1150, 1288, 1224, 1362]
form-photo-caption-1: ଲକ୍ଷ୍ମୀପ୍ରିୟା ପରିବାରବର୍ଗ [260, 231, 314, 254]
color-registration-dot [763, 2297, 777, 2311]
ram-icon: ♈ [1150, 248, 1224, 322]
horoscope-sign-text: ମୁଖ୍ୟ ନକ୍ଷତ୍ରର ଶୁଭ ପ୍ରଭାବ ଯୋଗୁ ମାନସିକ ସ୍ଥିତି ଭଲ ରହିବ। ବିଭିନ୍ନ କ୍ଷେତ୍ରରୁ ଲାଭ ମିଳିବ। ପରିବାରରେ ଶାନ୍ତି ରହିବ। ପୁରୁଣା ଋଣ ପରିଶୋଧ ହେବ। କର୍ମକ୍ଷେତ୍ରରେ ସହକର୍ମୀଙ୍କ ସହଯୋଗ ମିଳିବ। ବ୍ୟବସାୟରେ ଉନ୍ନତି ହେବ। [1236, 215, 1488, 297]
story-bisha-text: ପରିବାର ଲୋକେ ତାଙ୍କୁ ତୁରନ୍ତ ନିକଟସ୍ଥ ଡାକ୍ତରଖାନାକୁ ନେଇଥିଲେ। ସେଠାରେ ଅବସ୍ଥା ସଙ୍କଟାପନ୍ନ ହେବାରୁ ମେଡିକାଲକୁ ସ୍ଥାନାନ୍ତର କରାଯାଇଥିଲା। ଏହି ଘଟଣା ପଛର କାରଣ ଜାଣିବାକୁ ପୋଲିସ ତଦନ୍ତ ଆରମ୍ଭ କରିଛି। ପାରିବାରିକ କଳହ ଏହାର କାରଣ ହୋଇଥିବା ଆଶଙ୍କା କରାଯାଉଛି। ଗ୍ରାମବାସୀ ଏ ଘଟଣାରେ ଚିନ୍ତିତ। ପୋଲିସ ସମସ୍ତ ଦିଗରୁ ଘଟଣାର ଯାଞ୍ଚ କରୁଛି ଏବଂ ପରିବାର ଲୋକଙ୍କ ବୟାନ ନେଇଛି। ସମ୍ପୃକ୍ତ ବ୍ୟକ୍ତିଙ୍କ ଚିକିତ୍ସା ଜାରି ରହିଛି ବୋଲି ଜଣାପଡ଼ିଛି। ଗ୍ରାମର ଲୋକମାନେ ପ୍ରଶାସନ ନିକଟରେ ଉଚିତ କାର୍ଯ୍ୟାନୁଷ୍ଠାନ ଦାବି କରିଛନ୍ତି। [966, 1751, 1130, 2090]
birthday-anniversary [190, 904, 370, 1176]
story-penalty-text: ଏପରି ଅନିୟମିତତା ପାଇଁ ସମ୍ପୃକ୍ତ ସଂସ୍ଥାକୁ ଜରିମାନା କରାଯାଇଛି। ସ୍ୱାସ୍ଥ୍ୟ ବିଭାଗର ତଦନ୍ତରୁ ଜଣାପଡ଼ିଛି ଯେ ସେବା ପ୍ରଦାନରେ ଗୁରୁତର ତ୍ରୁଟି ରହିଥିଲା। ହାଇକୋର୍ଟଙ୍କ ନିର୍ଦ୍ଦେଶ ପରେ ଏହି କାର୍ଯ୍ୟାନୁଷ୍ଠାନ ନିଆଯାଇଛି। ରାଜ୍ୟରେ ପ୍ରାୟ ୨୭ଟି ଜିଲାରେ ଏହି ଯୋଜନା କାର୍ଯ୍ୟକାରୀ ହେଉଥିଲା। ସରକାର କହିଛନ୍ତି ଯେ ଭବିଷ୍ୟତରେ ଏଭଳି ତ୍ରୁଟି ଦୋହରାଇଲେ ଚୁକ୍ତି ରଦ୍ଦ କରାଯିବ। ଜରିମାନା ରାଶି ଅସୁସ୍ଥ ହିତାଧିକାରୀଙ୍କ ସୁବିଧା ପାଇଁ ବିନିଯୋଗ କରାଯିବ। [948, 333, 1128, 582]
horoscope-sign-text: ଅବଶେଷରେ ଓ ସମ୍ଭାବନା ପରିବେଶରେ ଉନ୍ନତି ହେବ। ସମସ୍ତ ପ୍ରକାର କାର୍ଯ୍ୟରେ ସଫଳତା। ଭାଇଭଉଣୀଙ୍କ ସହଯୋଗ ମିଳିବ। ଆବଶ୍ୟକତା ପୂରଣ ପାଇଁ ଧନ ଖର୍ଚ୍ଚ ହେବ। ଆଦିବାସୀ ଓ ପରିବାରକୁ ସହଯୋଗ। [1236, 1125, 1488, 1190]
classified-ad-code: D-65407 [140, 1351, 184, 1362]
story-chhanka-title: ଛନକା ପଶିଛି [570, 1339, 723, 1377]
first-birthday-name: Vivan Sharma [395, 563, 537, 584]
real-estate-box [6, 440, 184, 608]
color-registration-dot [783, 2297, 797, 2311]
form-field-name-label: ନାମ: [17, 187, 42, 202]
classified-ad [6, 1276, 184, 1366]
story-bahi-title: ବହି ପଢ଼ାଅନି, ଗାଁକୁ ଯାଅ [570, 1774, 870, 1812]
section-title: ରାଜ୍ୟ [1262, 7, 1392, 73]
story-penalty [948, 302, 1128, 692]
goat-icon: ♑ [1150, 1418, 1224, 1492]
classified-ad [6, 770, 184, 896]
story-tribal-fair-dateline: ଭୁବନେଶ୍ୱର,୧୯।୧୨(ବ୍ୟୁରୋ) [380, 1066, 519, 1080]
horoscope-sign-text: ଲାଭ ସ୍ଥାନରେ ଚନ୍ଦ୍ରଙ୍କ ଶୁଭ ଦୃଷ୍ଟି ଯୋଗୁ ଦିନଟି ଭଲ ବିତିବ। ଆଦରଣ ଓ ସମ୍ମାନ ମିଳିବ। ପ୍ରଶାସନିକ କ୍ଷେତ୍ରରେ ସଫଳତା। ବନ୍ଧୁ ଓ ଆତ୍ମୀୟଙ୍କ ସହଯୋଗରେ ସମସ୍ୟା ସମାଧାନ ହେବ। [1236, 1515, 1488, 1580]
horoscope-sign-name: ବୃଷ [1144, 346, 1200, 374]
